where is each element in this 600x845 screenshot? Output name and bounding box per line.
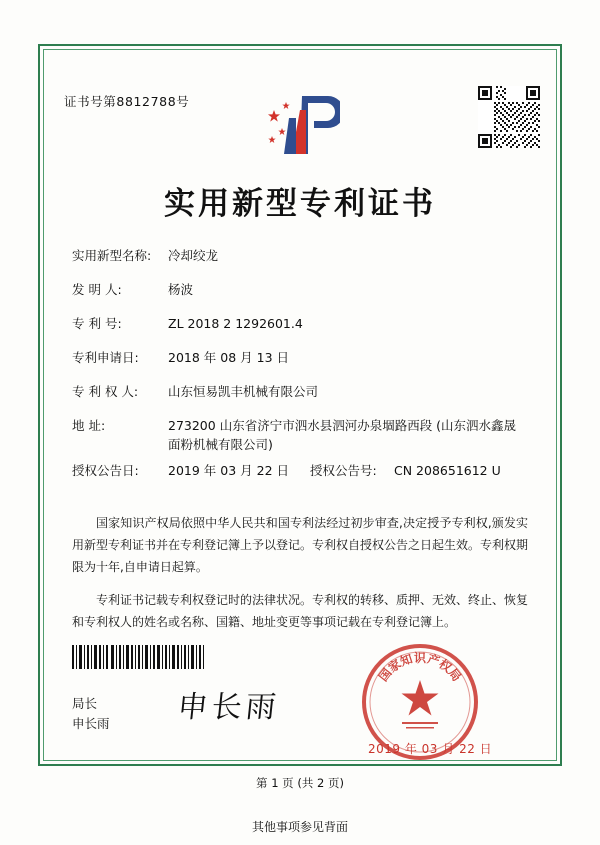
field-value: CN 208651612 U xyxy=(394,462,501,478)
page-number: 第 1 页 (共 2 页) xyxy=(256,776,344,790)
field-label: 授权公告日: xyxy=(72,462,139,478)
svg-text:局: 局 xyxy=(445,665,464,684)
footer-note: 其他事项参见背面 xyxy=(251,820,348,834)
director-handwritten-signature: 申长雨 xyxy=(175,690,282,725)
border-corner-bottom-left xyxy=(38,746,58,766)
svg-text:产: 产 xyxy=(425,651,442,669)
field-label: 地 址: xyxy=(72,418,106,433)
field-value: 273200 山东省济宁市泗水县泗河办泉堌路西段 (山东泗水鑫晟面粉机械有限公司) xyxy=(168,418,517,453)
border-corner-bottom-right xyxy=(542,746,562,766)
field-row-address xyxy=(72,416,528,455)
certificate-serial-number: 证书号第8812788号 xyxy=(64,94,190,109)
signature-labels xyxy=(72,694,110,734)
field-row-patent-number xyxy=(72,314,528,342)
field-value: 2018 年 08 月 13 日 xyxy=(168,350,289,365)
field-row-inventor xyxy=(72,280,528,308)
field-value: 山东恒易凯丰机械有限公司 xyxy=(168,384,319,399)
svg-text:识: 识 xyxy=(413,651,427,665)
seal-date: 2019 年 03 月 22 日 xyxy=(368,742,493,756)
patent-emblem-icon xyxy=(262,88,340,160)
grant-date-group xyxy=(72,461,310,480)
field-value: ZL 2018 2 1292601.4 xyxy=(168,316,303,331)
field-value: 2019 年 03 月 22 日 xyxy=(168,462,289,478)
certificate-body xyxy=(72,512,528,643)
field-row-application-date xyxy=(72,348,528,376)
director-title-label: 局长 xyxy=(72,696,98,711)
svg-text:知: 知 xyxy=(398,651,415,669)
grant-number-group xyxy=(310,461,501,480)
field-row-patentee xyxy=(72,382,528,410)
field-row-utility-model-name xyxy=(72,246,528,274)
svg-text:家: 家 xyxy=(385,656,404,676)
barcode-icon xyxy=(72,645,204,669)
field-label: 授权公告号: xyxy=(310,462,377,478)
patent-fields xyxy=(72,246,528,495)
director-name-label: 申长雨 xyxy=(72,716,110,731)
page-title: 实用新型专利证书 xyxy=(164,186,436,222)
field-label: 实用新型名称: xyxy=(72,248,152,263)
field-row-grant-announcement xyxy=(72,461,528,489)
body-paragraph-2: 专利证书记载专利权登记时的法律状况。专利权的转移、质押、无效、终止、恢复和专利权人的姓名或名称、国籍、地址变更等事项记载在专利登记簿上。 xyxy=(72,592,529,629)
body-paragraph-1: 国家知识产权局依照中华人民共和国专利法经过初步审查,决定授予专利权,颁发实用新型专利证书并在专利登记簿上予以登记。专利权自授权公告之日起生效。专利权期限为十年,自申请日起算。 xyxy=(72,516,529,575)
svg-text:权: 权 xyxy=(436,656,455,676)
border-corner-top-left xyxy=(38,44,58,64)
field-value: 杨波 xyxy=(168,282,194,297)
border-corner-top-right xyxy=(542,44,562,64)
field-label: 专利申请日: xyxy=(72,350,139,365)
field-label: 专 利 权 人: xyxy=(72,384,139,399)
field-label: 专 利 号: xyxy=(72,316,122,331)
svg-text:国: 国 xyxy=(376,665,395,684)
qr-code-icon xyxy=(478,86,540,148)
field-value: 冷却绞龙 xyxy=(168,248,219,263)
field-label: 发 明 人: xyxy=(72,282,122,297)
